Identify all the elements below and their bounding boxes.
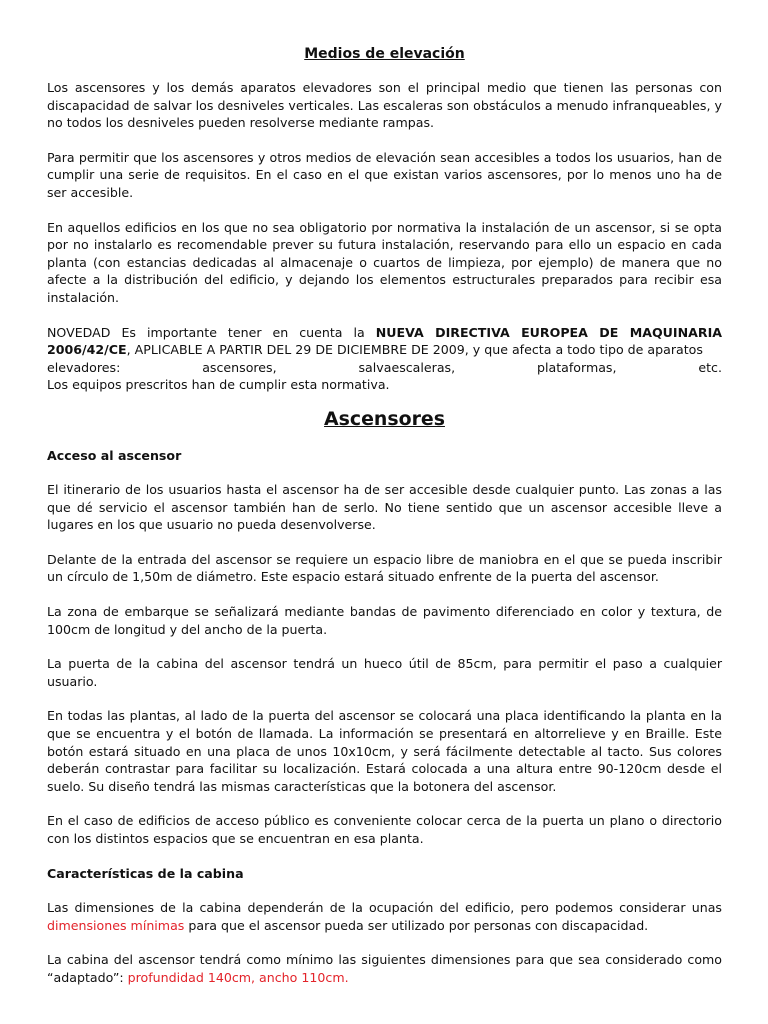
- paragraph-maneuver-space: Delante de la entrada del ascensor se requiere un espacio libre de maniobra en el que se pueda inscribir un círculo de 1,50m de diámetro. Este espacio estará situado enfrente de la puerta del ascensor.: [47, 551, 722, 585]
- novedad-directive: NUEVA DIRECTIVA EUROPEA DE MAQUINARIA 2006/42/CE: [47, 324, 723, 358]
- cabin-minimum-highlight: profundidad 140cm, ancho 110cm.: [127, 969, 349, 985]
- document-title: Medios de elevación: [304, 46, 465, 62]
- cabin-dimensions-after: para que el ascensor pueda ser utilizado por personas con discapacidad.: [184, 917, 649, 933]
- paragraph-floor-plate: En todas las plantas, al lado de la puerta del ascensor se colocará una placa identificando la planta en la que se encuentra y el botón de llamada. La información se presentará en altorrelieve y en Braille. Este botón estará situado en una placa de unos 10x10cm, y será fácilmente detectable al tacto. Sus colores deberán contrastar para facilitar su localización. Estará colocada a una altura entre 90-120cm desde el suelo. Su diseño tendrá las mismas características que la botonera del ascensor.: [47, 708, 722, 794]
- novedad-device-list: [47, 359, 722, 377]
- cabin-minimum-before: La cabina del ascensor tendrá como mínimo las siguientes dimensiones para que sea considerado como “adaptado”:: [47, 952, 722, 985]
- novedad-word: ascensores,: [202, 359, 277, 375]
- heading-cabina: Características de la cabina: [47, 865, 244, 881]
- heading-acceso: Acceso al ascensor: [47, 447, 182, 463]
- paragraph-cabin-dimensions: [47, 899, 722, 934]
- paragraph-boarding-zone: La zona de embarque se señalizará mediante bandas de pavimento diferenciado en color y textura, de 100cm de longitud y del ancho de la puerta.: [47, 604, 722, 637]
- novedad-prefix: NOVEDAD Es importante tener en cuenta la: [47, 324, 376, 340]
- paragraph-directory: En el caso de edificios de acceso público es conveniente colocar cerca de la puerta un plano o directorio con los distintos espacios que se encuentran en esa planta.: [47, 813, 722, 846]
- paragraph-cabin-minimum: [47, 951, 722, 986]
- cabin-dimensions-highlight: dimensiones mínimas: [47, 917, 185, 933]
- paragraph-door-width: La puerta de la cabina del ascensor tendrá un hueco útil de 85cm, para permitir el paso a cualquier usuario.: [47, 656, 722, 689]
- section-title-ascensores: Ascensores: [324, 407, 445, 430]
- paragraph-future-installation: En aquellos edificios en los que no sea obligatorio por normativa la instalación de un ascensor, si se opta por no instalarlo es recomendable prever su futura instalación, reservando para ello un espacio en cada planta (con estancias dedicadas al almacenaje o cuartos de limpieza, por ejemplo) de manera que no afecte a la distribución del edificio, y dejando los elementos estructurales preparados para recibir esa instalación.: [47, 219, 722, 305]
- novedad-last-line: Los equipos prescritos han de cumplir esta normativa.: [47, 377, 390, 393]
- novedad-middle: , APLICABLE A PARTIR DEL 29 DE DICIEMBRE DE 2009, y que afecta a todo tipo de aparatos: [126, 342, 703, 358]
- novedad-word: elevadores:: [47, 359, 121, 375]
- paragraph-novedad: [47, 324, 722, 394]
- novedad-word: plataformas,: [536, 359, 617, 375]
- paragraph-itinerary: El itinerario de los usuarios hasta el ascensor ha de ser accesible desde cualquier punto. Las zonas a las que dé servicio el ascensor también han de serlo. No tiene sentido que un ascensor accesible lleve a lugares en los que usuario no pueda desenvolverse.: [47, 482, 722, 533]
- novedad-word: salvaescaleras,: [358, 359, 456, 375]
- novedad-word: etc.: [698, 359, 722, 375]
- cabin-dimensions-before: Las dimensiones de la cabina dependerán de la ocupación del edificio, pero podemos considerar unas: [47, 900, 722, 916]
- paragraph-intro: Los ascensores y los demás aparatos elevadores son el principal medio que tienen las personas con discapacidad de salvar los desniveles verticales. Las escaleras son obstáculos a menudo infranqueables, y no todos los desniveles pueden resolverse mediante rampas.: [47, 80, 722, 131]
- paragraph-requirements: Para permitir que los ascensores y otros medios de elevación sean accesibles a todos los usuarios, han de cumplir una serie de requisitos. En el caso en el que existan varios ascensores, por lo menos uno ha de ser accesible.: [47, 149, 722, 200]
